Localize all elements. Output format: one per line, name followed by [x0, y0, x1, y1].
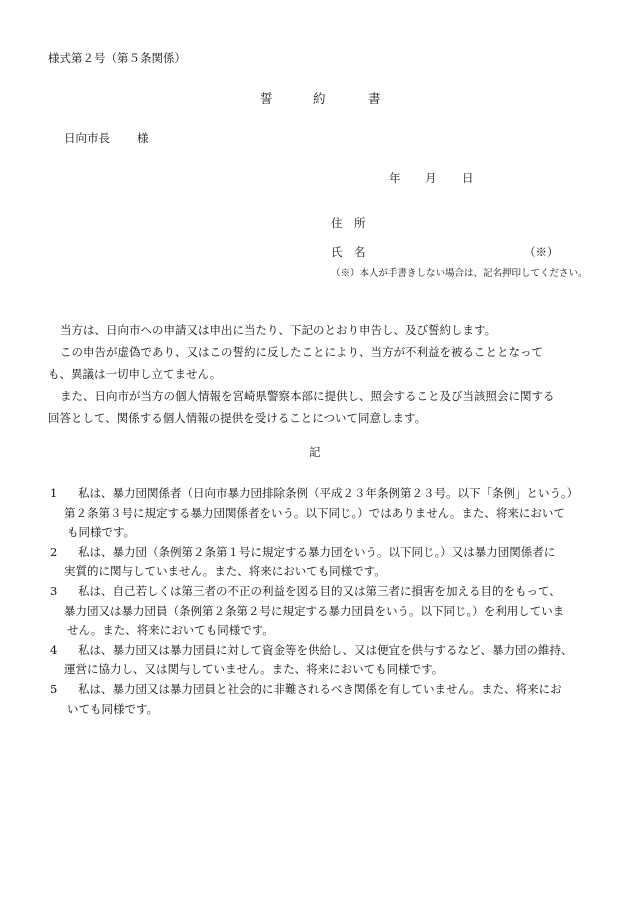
date-month: 月 — [425, 171, 437, 185]
title-char-1: 誓 — [260, 91, 273, 106]
intro-line: 当方は、日向市への申請又は申出に当たり、下記のとおり申告し、及び誓約します。 — [60, 323, 497, 337]
name-label: 氏 名 — [331, 245, 366, 259]
pledge-list — [50, 484, 600, 719]
list-item — [50, 543, 600, 582]
item-line: 私は、暴力団関係者（日向市暴力団排除条例（平成２３年条例第２３号。以下「条例」という。） — [78, 486, 579, 500]
item-number: 5 — [50, 681, 58, 696]
intro-line: も、異議は一切申し立てません。 — [48, 367, 222, 381]
addressee-honorific: 様 — [137, 131, 149, 145]
item-number: 4 — [50, 642, 58, 657]
intro-line: 回答として、関係する個人情報の提供を受けることについて同意します。 — [48, 411, 427, 425]
item-line: 私は、暴力団（条例第２条第１号に規定する暴力団をいう。以下同じ。）又は暴力団関係者に — [78, 544, 556, 559]
intro-line: この申告が虚偽であり、又はこの誓約に反したことにより、当方が不利益を被ることとなって — [60, 345, 543, 359]
list-item — [50, 582, 600, 641]
item-line: せん。また、将来においても同様です。 — [67, 623, 274, 638]
item-line: 運営に協力し、又は関与していません。また、将来においても同様です。 — [64, 662, 444, 677]
item-line: 私は、暴力団又は暴力団員と社会的に非難されるべき関係を有していません。また、将来にお — [78, 681, 562, 696]
title-char-3: 書 — [368, 91, 381, 106]
ki-heading: 記 — [309, 445, 321, 459]
item-line: 私は、暴力団又は暴力団員に対して資金等を供給し、又は便宜を供与するなど、暴力団の維持、 — [78, 642, 573, 657]
address-label: 住 所 — [331, 216, 366, 230]
item-line: も同様です。 — [67, 525, 136, 540]
title-char-2: 約 — [313, 91, 326, 106]
addressee-name: 日向市長 — [64, 131, 110, 145]
list-item — [50, 680, 600, 719]
item-number: 1 — [50, 486, 58, 500]
list-item — [50, 484, 600, 543]
signature-note: （※）本人が手書きしない場合は、記名押印してください。 — [331, 268, 588, 279]
item-number: 3 — [50, 583, 58, 598]
item-line: 私は、自己若しくは第三者の不正の利益を図る目的又は第三者に損害を加える目的をもって、 — [78, 583, 561, 598]
item-line: 第２条第３号に規定する暴力団関係者をいう。以下同じ。）ではありません。また、将来において — [64, 505, 565, 520]
name-mark: （※） — [524, 245, 559, 259]
item-number: 2 — [50, 544, 58, 559]
item-line: いても同様です。 — [67, 701, 159, 716]
intro-line: また、日向市が当方の個人情報を宮崎県警察本部に提供し、照会すること及び当該照会に関する — [60, 389, 555, 403]
date-year: 年 — [389, 171, 401, 185]
date-day: 日 — [462, 171, 474, 185]
form-number: 様式第２号（第５条関係） — [48, 51, 186, 65]
list-item — [50, 641, 600, 680]
item-line: 暴力団又は暴力団員（条例第２条第２号に規定する暴力団員をいう。以下同じ。）を利用していま — [64, 603, 565, 618]
intro-paragraph — [48, 319, 596, 429]
item-line: 実質的に関与していません。また、将来においても同様です。 — [64, 564, 386, 579]
